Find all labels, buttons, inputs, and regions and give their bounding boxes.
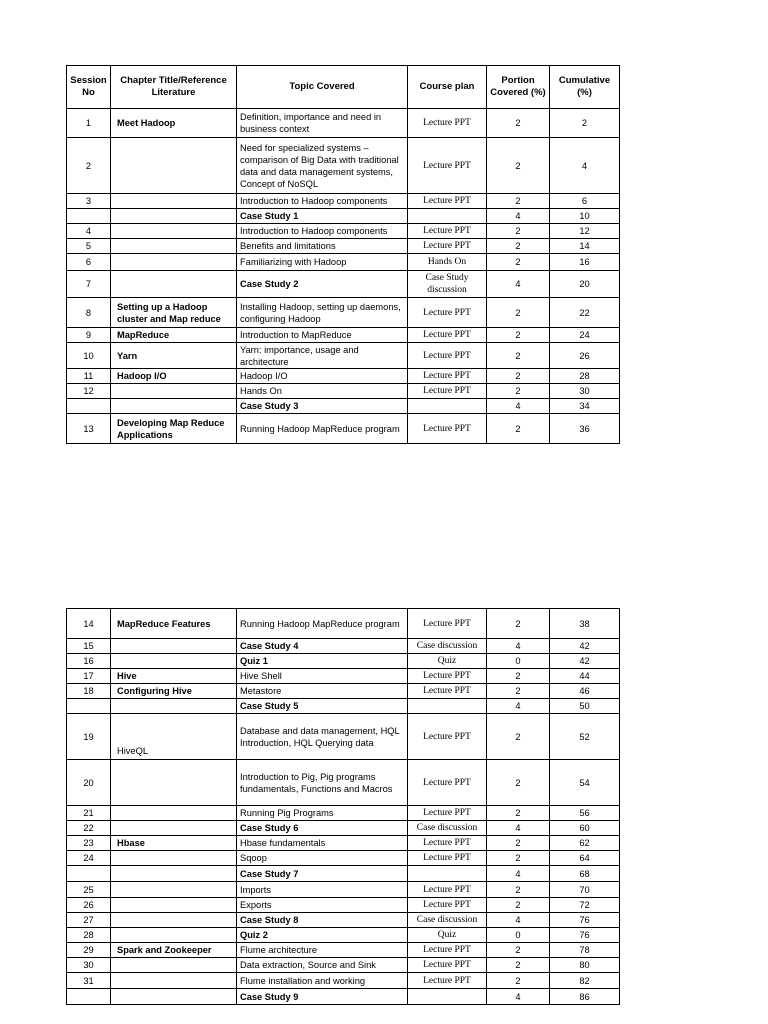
cumulative-cell: 16 bbox=[550, 254, 620, 271]
portion-cell: 0 bbox=[487, 654, 550, 669]
course-plan-cell: Case discussion bbox=[408, 639, 487, 654]
topic-cell: Metastore bbox=[237, 684, 408, 699]
table-row bbox=[67, 989, 620, 1005]
table-body bbox=[67, 609, 620, 1005]
course-plan-cell: Lecture PPT bbox=[408, 239, 487, 254]
course-plan-cell: Lecture PPT bbox=[408, 898, 487, 913]
session-cell: 10 bbox=[67, 343, 111, 369]
session-cell: 29 bbox=[67, 943, 111, 958]
session-cell: 23 bbox=[67, 836, 111, 851]
table-row bbox=[67, 836, 620, 851]
cumulative-cell: 76 bbox=[550, 928, 620, 943]
portion-cell: 4 bbox=[487, 821, 550, 836]
portion-cell: 2 bbox=[487, 836, 550, 851]
course-plan-cell: Lecture PPT bbox=[408, 138, 487, 194]
course-plan-cell: Lecture PPT bbox=[408, 958, 487, 973]
cumulative-cell: 20 bbox=[550, 271, 620, 298]
portion-cell: 2 bbox=[487, 369, 550, 384]
portion-cell: 2 bbox=[487, 343, 550, 369]
table-row bbox=[67, 298, 620, 328]
table-row bbox=[67, 821, 620, 836]
cumulative-cell: 78 bbox=[550, 943, 620, 958]
table-row bbox=[67, 343, 620, 369]
chapter-cell: Meet Hadoop bbox=[111, 109, 237, 138]
session-cell bbox=[67, 399, 111, 414]
table-row bbox=[67, 699, 620, 714]
topic-cell: Case Study 1 bbox=[237, 209, 408, 224]
session-cell: 6 bbox=[67, 254, 111, 271]
course-plan-cell: Lecture PPT bbox=[408, 109, 487, 138]
portion-cell: 2 bbox=[487, 882, 550, 898]
course-plan-cell bbox=[408, 699, 487, 714]
table-row bbox=[67, 239, 620, 254]
topic-cell: Sqoop bbox=[237, 851, 408, 866]
session-cell bbox=[67, 209, 111, 224]
table-row bbox=[67, 760, 620, 806]
topic-cell: Definition, importance and need in business context bbox=[237, 109, 408, 138]
portion-cell: 2 bbox=[487, 684, 550, 699]
portion-cell: 2 bbox=[487, 254, 550, 271]
session-cell: 20 bbox=[67, 760, 111, 806]
portion-cell: 2 bbox=[487, 298, 550, 328]
session-cell: 7 bbox=[67, 271, 111, 298]
chapter-cell bbox=[111, 958, 237, 973]
course-plan-cell: Case discussion bbox=[408, 913, 487, 928]
course-plan-cell bbox=[408, 989, 487, 1005]
topic-cell: Introduction to Hadoop components bbox=[237, 194, 408, 209]
table-row bbox=[67, 384, 620, 399]
session-cell: 25 bbox=[67, 882, 111, 898]
course-plan-cell: Lecture PPT bbox=[408, 882, 487, 898]
topic-cell: Case Study 8 bbox=[237, 913, 408, 928]
cumulative-cell: 86 bbox=[550, 989, 620, 1005]
chapter-cell bbox=[111, 271, 237, 298]
portion-cell: 2 bbox=[487, 609, 550, 639]
cumulative-cell: 14 bbox=[550, 239, 620, 254]
table-row bbox=[67, 806, 620, 821]
topic-cell: Installing Hadoop, setting up daemons, configuring Hadoop bbox=[237, 298, 408, 328]
chapter-cell bbox=[111, 209, 237, 224]
table-row bbox=[67, 194, 620, 209]
topic-cell: Quiz 2 bbox=[237, 928, 408, 943]
cumulative-cell: 26 bbox=[550, 343, 620, 369]
cumulative-cell: 2 bbox=[550, 109, 620, 138]
table-row bbox=[67, 898, 620, 913]
portion-cell: 4 bbox=[487, 209, 550, 224]
course-plan-cell: Lecture PPT bbox=[408, 669, 487, 684]
table-row bbox=[67, 669, 620, 684]
chapter-cell: Hive bbox=[111, 669, 237, 684]
cumulative-cell: 52 bbox=[550, 714, 620, 760]
topic-cell: Introduction to Pig, Pig programs fundamentals, Functions and Macros bbox=[237, 760, 408, 806]
portion-cell: 4 bbox=[487, 271, 550, 298]
chapter-cell: Yarn bbox=[111, 343, 237, 369]
cumulative-cell: 42 bbox=[550, 639, 620, 654]
chapter-cell bbox=[111, 699, 237, 714]
table-row bbox=[67, 866, 620, 882]
cumulative-cell: 76 bbox=[550, 913, 620, 928]
cumulative-cell: 34 bbox=[550, 399, 620, 414]
table-row bbox=[67, 882, 620, 898]
cumulative-cell: 68 bbox=[550, 866, 620, 882]
topic-cell: Introduction to Hadoop components bbox=[237, 224, 408, 239]
table-row bbox=[67, 369, 620, 384]
session-cell: 11 bbox=[67, 369, 111, 384]
chapter-cell bbox=[111, 866, 237, 882]
course-plan-cell: Lecture PPT bbox=[408, 760, 487, 806]
table-row bbox=[67, 928, 620, 943]
header-chapter: Chapter Title/Reference Literature bbox=[111, 66, 237, 109]
table-row bbox=[67, 654, 620, 669]
portion-cell: 2 bbox=[487, 328, 550, 343]
topic-cell: Running Hadoop MapReduce program bbox=[237, 609, 408, 639]
chapter-cell: Spark and Zookeeper bbox=[111, 943, 237, 958]
table-row bbox=[67, 851, 620, 866]
topic-cell: Case Study 2 bbox=[237, 271, 408, 298]
chapter-cell bbox=[111, 399, 237, 414]
session-cell: 13 bbox=[67, 414, 111, 444]
course-plan-table-2 bbox=[66, 608, 620, 1005]
table-row bbox=[67, 138, 620, 194]
topic-cell: Imports bbox=[237, 882, 408, 898]
chapter-cell: Developing Map Reduce Applications bbox=[111, 414, 237, 444]
session-cell: 4 bbox=[67, 224, 111, 239]
chapter-cell: MapReduce Features bbox=[111, 609, 237, 639]
course-plan-cell: Lecture PPT bbox=[408, 943, 487, 958]
session-cell: 8 bbox=[67, 298, 111, 328]
portion-cell: 2 bbox=[487, 109, 550, 138]
cumulative-cell: 6 bbox=[550, 194, 620, 209]
cumulative-cell: 28 bbox=[550, 369, 620, 384]
table-row bbox=[67, 209, 620, 224]
chapter-cell: Setting up a Hadoop cluster and Map reduce bbox=[111, 298, 237, 328]
portion-cell: 2 bbox=[487, 669, 550, 684]
chapter-cell: Hadoop I/O bbox=[111, 369, 237, 384]
chapter-cell bbox=[111, 138, 237, 194]
session-cell: 9 bbox=[67, 328, 111, 343]
cumulative-cell: 62 bbox=[550, 836, 620, 851]
topic-cell: Data extraction, Source and Sink bbox=[237, 958, 408, 973]
chapter-cell: MapReduce bbox=[111, 328, 237, 343]
course-plan-cell: Lecture PPT bbox=[408, 384, 487, 399]
chapter-cell bbox=[111, 639, 237, 654]
portion-cell: 2 bbox=[487, 714, 550, 760]
table-row bbox=[67, 254, 620, 271]
session-cell: 31 bbox=[67, 973, 111, 989]
portion-cell: 4 bbox=[487, 866, 550, 882]
chapter-cell: HiveQL bbox=[111, 714, 237, 760]
chapter-cell bbox=[111, 821, 237, 836]
cumulative-cell: 24 bbox=[550, 328, 620, 343]
topic-cell: Case Study 9 bbox=[237, 989, 408, 1005]
course-plan-cell: Lecture PPT bbox=[408, 194, 487, 209]
chapter-cell bbox=[111, 239, 237, 254]
cumulative-cell: 22 bbox=[550, 298, 620, 328]
table-body bbox=[67, 109, 620, 444]
table-row bbox=[67, 224, 620, 239]
table-row bbox=[67, 684, 620, 699]
header-session: Session No bbox=[67, 66, 111, 109]
topic-cell: Flume architecture bbox=[237, 943, 408, 958]
topic-cell: Need for specialized systems – comparison of Big Data with traditional data and data management systems, Concept of NoSQL bbox=[237, 138, 408, 194]
course-plan-cell: Case Study discussion bbox=[408, 271, 487, 298]
cumulative-cell: 54 bbox=[550, 760, 620, 806]
topic-cell: Hands On bbox=[237, 384, 408, 399]
chapter-cell bbox=[111, 898, 237, 913]
portion-cell: 4 bbox=[487, 699, 550, 714]
portion-cell: 2 bbox=[487, 224, 550, 239]
topic-cell: Benefits and limitations bbox=[237, 239, 408, 254]
topic-cell: Hive Shell bbox=[237, 669, 408, 684]
topic-cell: Database and data management, HQL Introduction, HQL Querying data bbox=[237, 714, 408, 760]
chapter-cell bbox=[111, 913, 237, 928]
session-cell: 1 bbox=[67, 109, 111, 138]
portion-cell: 2 bbox=[487, 958, 550, 973]
topic-cell: Hadoop I/O bbox=[237, 369, 408, 384]
course-plan-cell bbox=[408, 866, 487, 882]
chapter-cell: Configuring Hive bbox=[111, 684, 237, 699]
course-plan-cell: Lecture PPT bbox=[408, 609, 487, 639]
cumulative-cell: 30 bbox=[550, 384, 620, 399]
portion-cell: 2 bbox=[487, 384, 550, 399]
cumulative-cell: 80 bbox=[550, 958, 620, 973]
chapter-cell bbox=[111, 928, 237, 943]
topic-cell: Flume installation and working bbox=[237, 973, 408, 989]
portion-cell: 2 bbox=[487, 414, 550, 444]
portion-cell: 2 bbox=[487, 138, 550, 194]
course-plan-cell: Lecture PPT bbox=[408, 806, 487, 821]
chapter-cell bbox=[111, 851, 237, 866]
header-topic: Topic Covered bbox=[237, 66, 408, 109]
portion-cell: 2 bbox=[487, 806, 550, 821]
course-plan-cell: Lecture PPT bbox=[408, 298, 487, 328]
session-cell: 30 bbox=[67, 958, 111, 973]
portion-cell: 4 bbox=[487, 399, 550, 414]
portion-cell: 2 bbox=[487, 851, 550, 866]
table-row bbox=[67, 913, 620, 928]
cumulative-cell: 46 bbox=[550, 684, 620, 699]
course-plan-cell: Quiz bbox=[408, 654, 487, 669]
course-plan-cell bbox=[408, 399, 487, 414]
session-cell: 3 bbox=[67, 194, 111, 209]
chapter-cell bbox=[111, 882, 237, 898]
table-row bbox=[67, 109, 620, 138]
course-plan-cell: Hands On bbox=[408, 254, 487, 271]
cumulative-cell: 60 bbox=[550, 821, 620, 836]
session-cell: 5 bbox=[67, 239, 111, 254]
table-row bbox=[67, 399, 620, 414]
session-cell: 17 bbox=[67, 669, 111, 684]
cumulative-cell: 38 bbox=[550, 609, 620, 639]
cumulative-cell: 50 bbox=[550, 699, 620, 714]
chapter-cell bbox=[111, 806, 237, 821]
course-plan-cell: Case discussion bbox=[408, 821, 487, 836]
portion-cell: 4 bbox=[487, 989, 550, 1005]
session-cell bbox=[67, 866, 111, 882]
course-plan-cell bbox=[408, 209, 487, 224]
table-row bbox=[67, 943, 620, 958]
topic-cell: Exports bbox=[237, 898, 408, 913]
session-cell bbox=[67, 989, 111, 1005]
cumulative-cell: 56 bbox=[550, 806, 620, 821]
course-plan-cell: Lecture PPT bbox=[408, 343, 487, 369]
topic-cell: Running Pig Programs bbox=[237, 806, 408, 821]
cumulative-cell: 36 bbox=[550, 414, 620, 444]
topic-cell: Introduction to MapReduce bbox=[237, 328, 408, 343]
chapter-cell bbox=[111, 760, 237, 806]
cumulative-cell: 10 bbox=[550, 209, 620, 224]
session-cell: 19 bbox=[67, 714, 111, 760]
topic-cell: Hbase fundamentals bbox=[237, 836, 408, 851]
session-cell: 15 bbox=[67, 639, 111, 654]
cumulative-cell: 4 bbox=[550, 138, 620, 194]
header-portion: Portion Covered (%) bbox=[487, 66, 550, 109]
session-cell: 28 bbox=[67, 928, 111, 943]
table-row bbox=[67, 271, 620, 298]
topic-cell: Running Hadoop MapReduce program bbox=[237, 414, 408, 444]
header-plan: Course plan bbox=[408, 66, 487, 109]
topic-cell: Case Study 7 bbox=[237, 866, 408, 882]
topic-cell: Case Study 4 bbox=[237, 639, 408, 654]
course-plan-cell: Lecture PPT bbox=[408, 224, 487, 239]
topic-cell: Case Study 6 bbox=[237, 821, 408, 836]
cumulative-cell: 82 bbox=[550, 973, 620, 989]
topic-cell: Yarn: importance, usage and architecture bbox=[237, 343, 408, 369]
header-cumulative: Cumulative (%) bbox=[550, 66, 620, 109]
portion-cell: 2 bbox=[487, 898, 550, 913]
course-plan-cell: Quiz bbox=[408, 928, 487, 943]
chapter-cell bbox=[111, 254, 237, 271]
course-plan-cell: Lecture PPT bbox=[408, 714, 487, 760]
topic-cell: Case Study 5 bbox=[237, 699, 408, 714]
course-plan-cell: Lecture PPT bbox=[408, 369, 487, 384]
chapter-cell bbox=[111, 654, 237, 669]
portion-cell: 2 bbox=[487, 973, 550, 989]
cumulative-cell: 42 bbox=[550, 654, 620, 669]
course-plan-cell: Lecture PPT bbox=[408, 836, 487, 851]
topic-cell: Quiz 1 bbox=[237, 654, 408, 669]
session-cell: 24 bbox=[67, 851, 111, 866]
chapter-cell bbox=[111, 384, 237, 399]
table-row bbox=[67, 958, 620, 973]
cumulative-cell: 12 bbox=[550, 224, 620, 239]
session-cell: 22 bbox=[67, 821, 111, 836]
header-row bbox=[67, 66, 620, 109]
session-cell: 18 bbox=[67, 684, 111, 699]
cumulative-cell: 70 bbox=[550, 882, 620, 898]
chapter-cell bbox=[111, 194, 237, 209]
topic-cell: Familiarizing with Hadoop bbox=[237, 254, 408, 271]
session-cell: 21 bbox=[67, 806, 111, 821]
table-row bbox=[67, 714, 620, 760]
session-cell: 14 bbox=[67, 609, 111, 639]
chapter-cell bbox=[111, 224, 237, 239]
portion-cell: 2 bbox=[487, 239, 550, 254]
course-plan-cell: Lecture PPT bbox=[408, 973, 487, 989]
table-row bbox=[67, 639, 620, 654]
table-row bbox=[67, 609, 620, 639]
session-cell bbox=[67, 699, 111, 714]
course-plan-cell: Lecture PPT bbox=[408, 684, 487, 699]
session-cell: 27 bbox=[67, 913, 111, 928]
course-plan-cell: Lecture PPT bbox=[408, 328, 487, 343]
course-plan-table-1 bbox=[66, 65, 620, 444]
session-cell: 2 bbox=[67, 138, 111, 194]
portion-cell: 2 bbox=[487, 194, 550, 209]
portion-cell: 4 bbox=[487, 913, 550, 928]
table-row bbox=[67, 328, 620, 343]
course-plan-cell: Lecture PPT bbox=[408, 851, 487, 866]
portion-cell: 4 bbox=[487, 639, 550, 654]
chapter-cell bbox=[111, 973, 237, 989]
cumulative-cell: 64 bbox=[550, 851, 620, 866]
cumulative-cell: 72 bbox=[550, 898, 620, 913]
portion-cell: 2 bbox=[487, 943, 550, 958]
chapter-cell bbox=[111, 989, 237, 1005]
portion-cell: 0 bbox=[487, 928, 550, 943]
table-row bbox=[67, 973, 620, 989]
topic-cell: Case Study 3 bbox=[237, 399, 408, 414]
table-row bbox=[67, 414, 620, 444]
cumulative-cell: 44 bbox=[550, 669, 620, 684]
portion-cell: 2 bbox=[487, 760, 550, 806]
chapter-cell: Hbase bbox=[111, 836, 237, 851]
session-cell: 26 bbox=[67, 898, 111, 913]
session-cell: 12 bbox=[67, 384, 111, 399]
session-cell: 16 bbox=[67, 654, 111, 669]
course-plan-cell: Lecture PPT bbox=[408, 414, 487, 444]
